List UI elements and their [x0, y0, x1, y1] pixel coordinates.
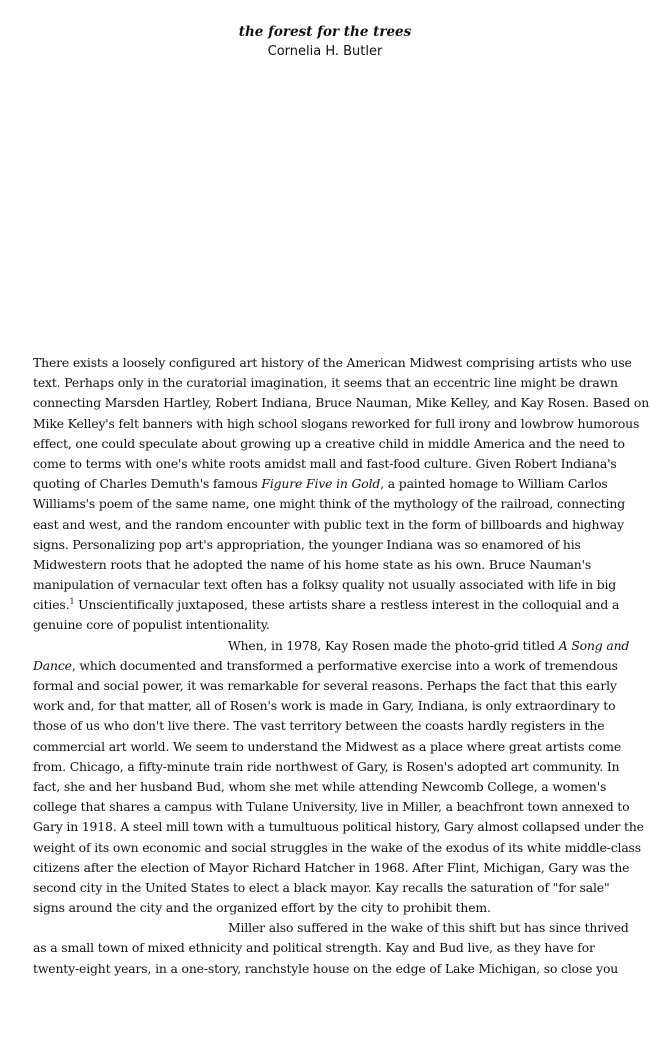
- text-line: weight of its own economic and social struggles in the wake of the exodus of its white middle-class: [33, 839, 641, 855]
- text-line: citizens after the election of Mayor Richard Hatcher in 1968. After Flint, Michigan, Gary was the: [33, 859, 630, 875]
- text-line: Williams's poem of the same name, one might think of the mythology of the railroad, connecting: [33, 496, 625, 512]
- text-line: twenty-eight years, in a one-story, ranchstyle house on the edge of Lake Michigan, so close you: [33, 960, 619, 976]
- paragraph-start: [33, 636, 633, 656]
- page-header: [0, 22, 650, 62]
- page-title: the forest for the trees: [238, 24, 412, 40]
- text-line: commercial art world. We seem to understand the Midwest as a place where great artists come: [33, 738, 621, 754]
- text-line: [33, 595, 633, 615]
- text-segment: When, in 1978, Kay Rosen made the photo-grid titled: [228, 637, 559, 653]
- paragraph-start: Miller also suffered in the wake of this shift but has since thrived: [228, 920, 629, 936]
- text-line: manipulation of vernacular text often has a folksy quality not usually associated with life in big: [33, 577, 617, 593]
- artwork-title: A Song and: [558, 637, 630, 653]
- text-line: effect, one could speculate about growing up a creative child in middle America and the need to: [33, 435, 625, 451]
- text-segment: , a painted homage to William Carlos: [380, 476, 608, 492]
- text-segment: quoting of Charles Demuth's famous: [33, 476, 262, 492]
- text-line: signs around the city and the organized effort by the city to prohibit them.: [33, 900, 491, 916]
- text-line: work and, for that matter, all of Rosen's work is made in Gary, Indiana, is only extraordinary to: [33, 698, 616, 714]
- text-line: come to terms with one's white roots amidst mall and fast-food culture. Given Robert Indiana's: [33, 455, 617, 471]
- text-line: connecting Marsden Hartley, Robert Indiana, Bruce Nauman, Mike Kelley, and Kay Rosen. Based on: [33, 395, 650, 411]
- text-line: those of us who don't live there. The vast territory between the coasts hardly registers in the: [33, 718, 605, 734]
- text-line: as a small town of mixed ethnicity and political strength. Kay and Bud live, as they have for: [33, 940, 595, 956]
- text-line: Gary in 1918. A steel mill town with a tumultuous political history, Gary almost collapsed under the: [33, 819, 644, 835]
- artwork-title: Dance: [33, 657, 72, 673]
- text-line: second city in the United States to elect a black mayor. Kay recalls the saturation of "for sale": [33, 879, 610, 895]
- artwork-title: Figure Five in Gold: [261, 476, 381, 492]
- text-line: text. Perhaps only in the curatorial imagination, it seems that an eccentric line might be drawn: [33, 375, 618, 391]
- text-line: Mike Kelley's felt banners with high school slogans reworked for full irony and lowbrow humorous: [33, 415, 640, 431]
- footnote-marker: 1: [69, 597, 75, 607]
- text-segment: cities.: [33, 597, 70, 613]
- text-line: signs. Personalizing pop art's appropriation, the younger Indiana was so enamored of his: [33, 536, 581, 552]
- text-line: formal and social power, it was remarkable for several reasons. Perhaps the fact that this early: [33, 678, 617, 693]
- text-line: fact, she and her husband Bud, whom she met while attending Newcomb College, a women's: [33, 778, 607, 794]
- text-line: There exists a loosely configured art history of the American Midwest comprising artists who use: [33, 355, 632, 370]
- body-text: [33, 353, 650, 979]
- text-line: east and west, and the random encounter with public text in the form of billboards and highway: [33, 516, 624, 532]
- text-line: genuine core of populist intentionality.: [33, 617, 270, 633]
- text-line: [33, 656, 633, 676]
- text-line: college that shares a campus with Tulane University, live in Miller, a beachfront town annexed to: [33, 799, 630, 815]
- text-segment: Unscientifically juxtaposed, these artists share a restless interest in the colloquial and a: [74, 597, 620, 613]
- text-line: Midwestern roots that he adopted the name of his home state as his own. Bruce Nauman's: [33, 556, 592, 572]
- text-line: from. Chicago, a fifty-minute train ride northwest of Gary, is Rosen's adopted art community. In: [33, 758, 620, 774]
- text-line: [33, 474, 633, 494]
- author-name: Cornelia H. Butler: [267, 44, 383, 59]
- text-segment: , which documented and transformed a performative exercise into a work of tremendous: [71, 657, 618, 673]
